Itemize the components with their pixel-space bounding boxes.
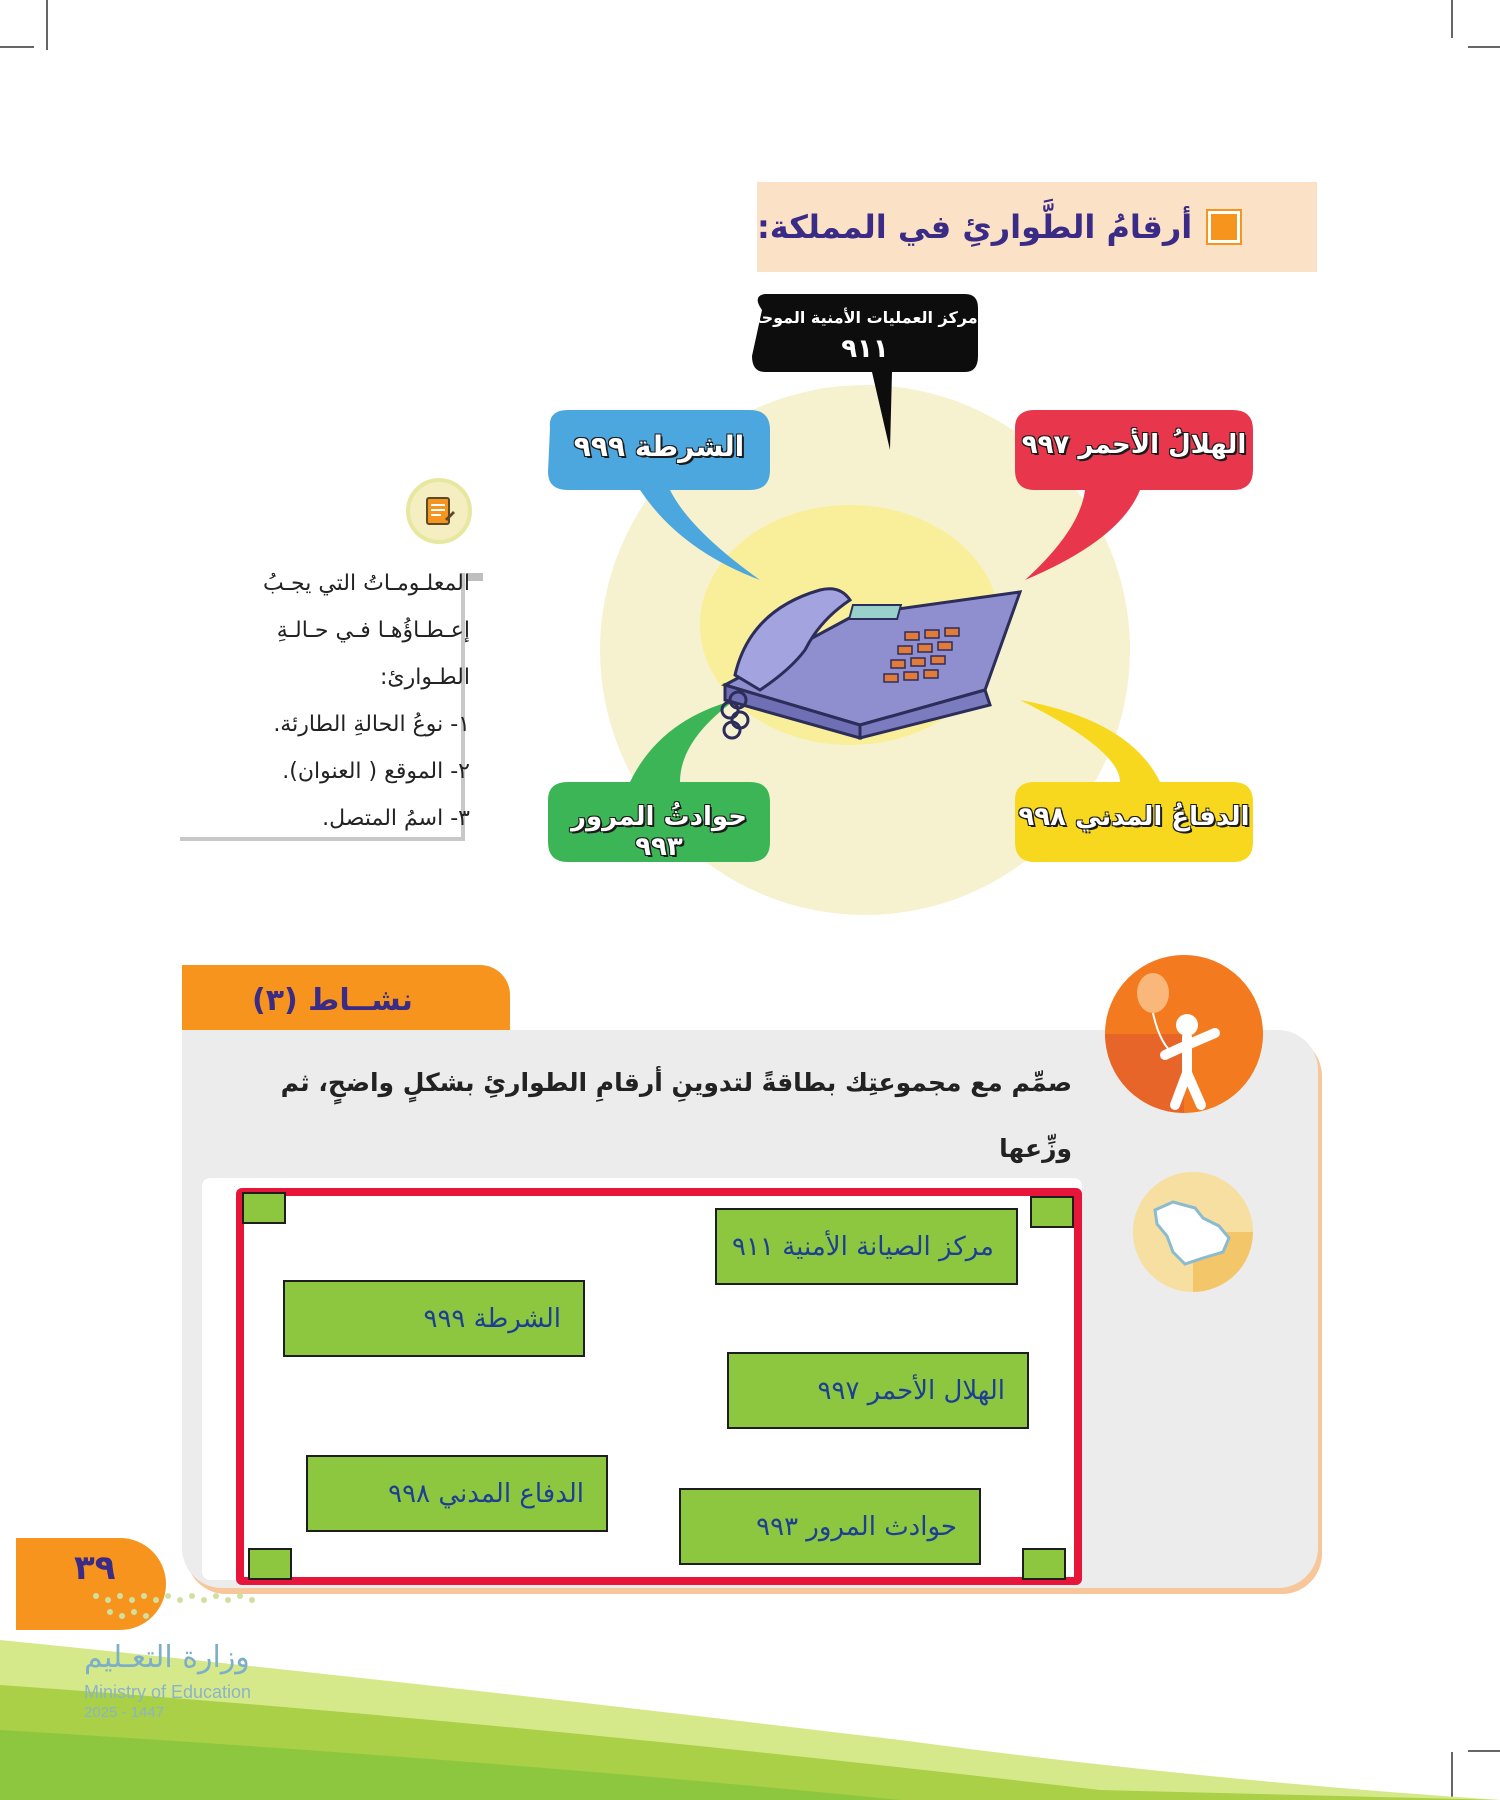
activity-instruction-line: صمِّم مع مجموعتِك بطاقةً لتدوينِ أرقامِ الطوارئِ بشكلٍ واضحٍ، ثم وزِّعها — [280, 1068, 1072, 1163]
notes-icon — [406, 478, 472, 544]
section-title: أرقامُ الطَّوارئِ في المملكة: — [757, 208, 1193, 246]
note-line: إعـطـاؤُهـا فـي حـالـةِ — [276, 618, 470, 643]
corner-handle[interactable] — [1030, 1196, 1074, 1228]
center-bubble-number: ٩١١ — [841, 334, 889, 364]
crop-mark — [46, 0, 48, 50]
card-security-center[interactable]: مركز الصيانة الأمنية ٩١١ — [715, 1208, 1018, 1285]
card-traffic[interactable]: حوادث المرور ٩٩٣ — [679, 1488, 981, 1565]
card-red-crescent[interactable]: الهلال الأحمر ٩٩٧ — [727, 1352, 1029, 1429]
section-bullet — [1208, 211, 1240, 243]
note-line: ٢- الموقع ( العنوان). — [282, 759, 470, 784]
note-line: المعلـومـاتُ التي يجـبُ — [262, 571, 470, 596]
civil-defense-label: الدفاعُ المدني ٩٩٨ — [1018, 802, 1250, 832]
emergency-numbers-diagram — [520, 280, 1310, 920]
ministry-year: 2025 - 1447 — [84, 1704, 165, 1721]
page-number: ٣٩ — [74, 1548, 116, 1588]
activity-title: نشــاط (٣) — [252, 983, 413, 1018]
corner-handle[interactable] — [1022, 1548, 1066, 1580]
note-line: ٣- اسمُ المتصل. — [322, 806, 470, 831]
ministry-name-arabic: وزارة التعـليم — [84, 1640, 250, 1675]
corner-handle[interactable] — [242, 1192, 286, 1224]
card-police[interactable]: الشرطة ٩٩٩ — [283, 1280, 585, 1357]
card-civil-defense[interactable]: الدفاع المدني ٩٩٨ — [306, 1455, 608, 1532]
note-text — [200, 560, 470, 842]
crop-mark — [1451, 0, 1453, 38]
corner-handle[interactable] — [248, 1548, 292, 1580]
dots-pattern — [87, 1590, 255, 1619]
side-note — [180, 478, 500, 843]
ministry-name-english: Ministry of Education — [84, 1682, 252, 1702]
crop-mark — [1468, 46, 1500, 48]
traffic-label: حوادثُ المرور ٩٩٣ — [571, 802, 747, 862]
crop-mark — [0, 46, 34, 48]
saudi-map-icon — [1133, 1172, 1253, 1292]
section-header — [757, 182, 1317, 272]
note-line: ١- نوعُ الحالةِ الطارئة. — [273, 712, 470, 737]
center-bubble-title: مركز العمليات الأمنية الموحد — [752, 308, 978, 327]
note-line: الطـوارئ: — [379, 665, 470, 690]
child-balloon-icon — [1105, 955, 1263, 1113]
red-crescent-label: الهلالُ الأحمر ٩٩٧ — [1021, 430, 1247, 460]
police-label: الشرطة ٩٩٩ — [573, 430, 745, 463]
